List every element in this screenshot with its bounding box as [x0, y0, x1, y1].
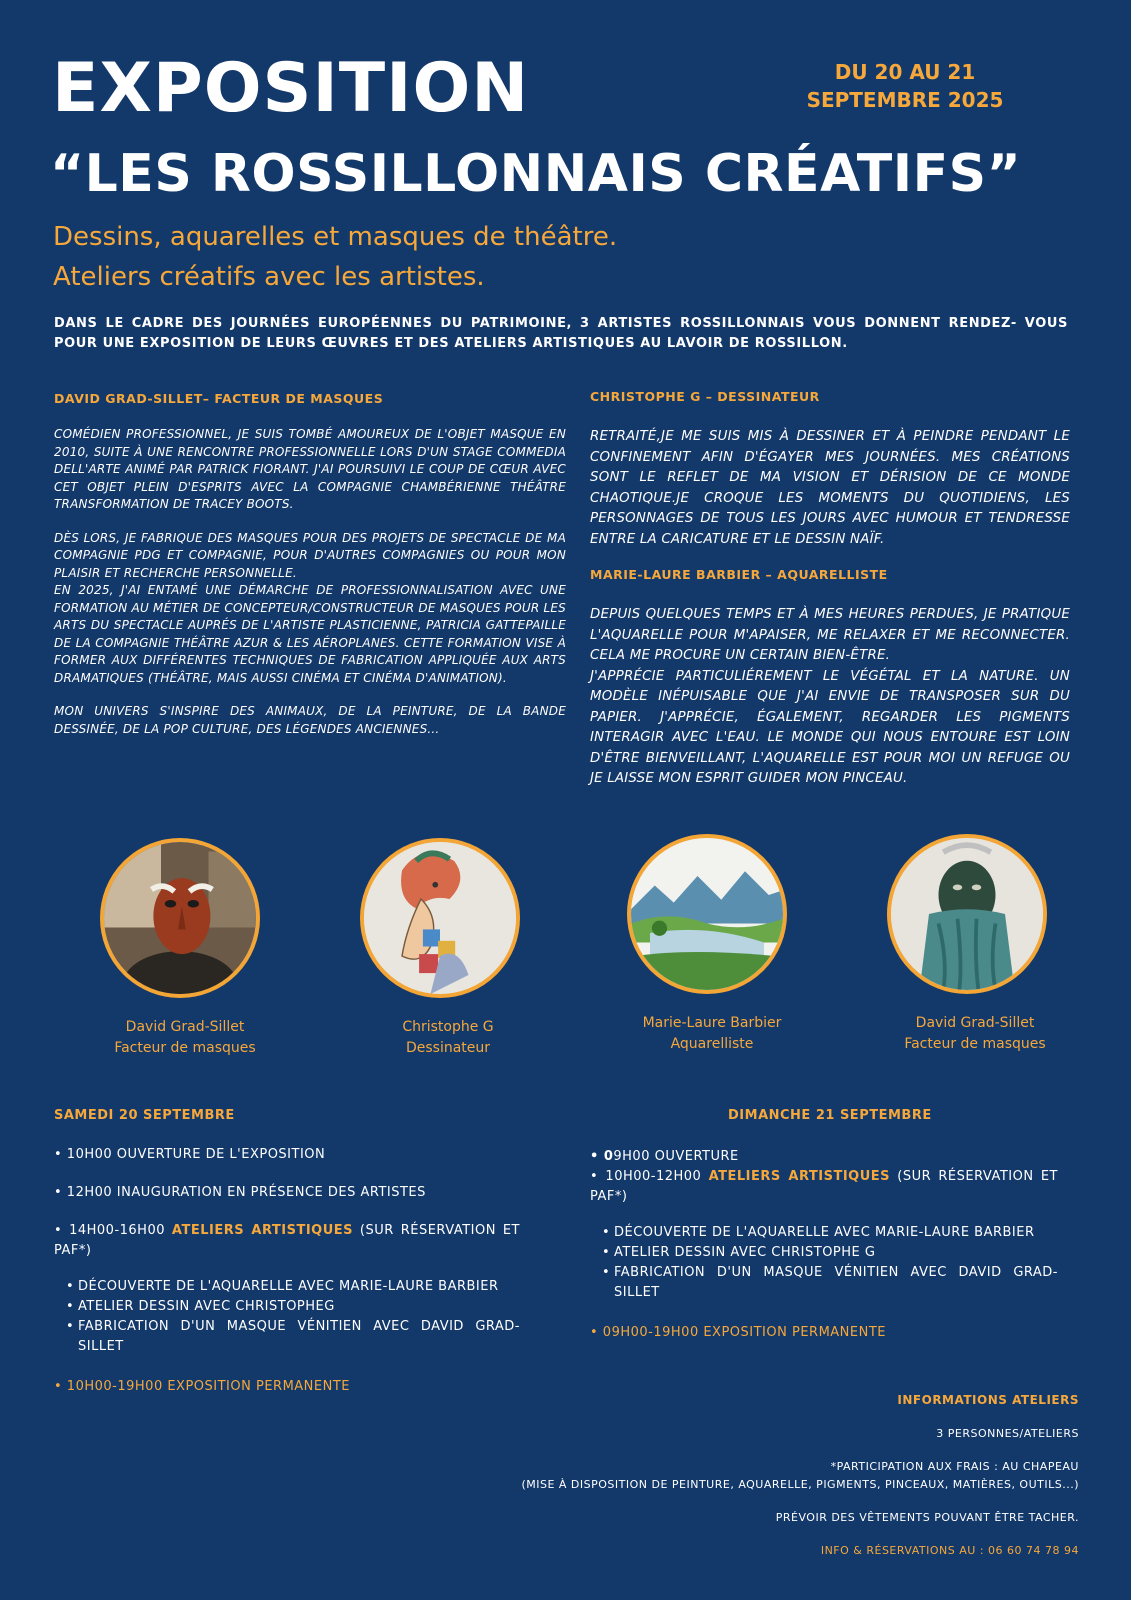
david-bio-p3: MON UNIVERS S'INSPIRE DES ANIMAUX, DE LA PEINTURE, DE LA BANDE DESSINÉE, DE LA POP CULTURE, DES LÉGENDES ANCIENNES... [54, 704, 566, 736]
saturday-heading: SAMEDI 20 SEPTEMBRE [54, 1108, 235, 1123]
portrait-christophe-drawing [360, 838, 520, 998]
sunday-item-opening [590, 1147, 1058, 1167]
saturday-workshops-note: (SUR RÉSERVATION ET PAF*) [54, 1223, 521, 1258]
david-bio-p1: COMÉDIEN PROFESSIONNEL, JE SUIS TOMBÉ AMOUREUX DE L'OBJET MASQUE EN 2010, SUITE À UNE RENCONTRE PROFESSIONNELLE LORS D'UN STAGE COMMEDIA DELL'ARTE ANIMÉ PAR PATRICK FIORANT. J'AI POURSUIVI LE COUP DE CŒUR AVEC CET OBJET PLEIN D'ESPRITS AVEC LA COMPAGNIE CHAMBÉRIENNE THÉÂTRE TRANSFORMATION DE TRACEY BOOTS. [54, 427, 566, 511]
caption-3-role: Aquarelliste [670, 1036, 754, 1052]
portrait-david-green-mask [887, 834, 1047, 994]
portrait-david-mask [100, 838, 260, 998]
saturday-workshop-2: • ATELIER DESSIN AVEC CHRISTOPHEG [54, 1297, 520, 1317]
christophe-bio [590, 427, 1070, 566]
caption-3-name: Marie-Laure Barbier [642, 1015, 782, 1031]
caption-4 [875, 1013, 1075, 1055]
portrait-marie-watercolor [627, 834, 787, 994]
saturday-permanent: • 10H00-19H00 EXPOSITION PERMANENTE [54, 1379, 350, 1394]
watercolor-landscape-image [631, 838, 783, 990]
saturday-workshop-1: • DÉCOUVERTE DE L'AQUARELLE AVEC MARIE-LAURE BARBIER [54, 1277, 520, 1297]
sunday-workshops-label: ATELIERS ARTISTIQUES [708, 1169, 891, 1184]
sunday-opening-bullet: • 0 [590, 1149, 614, 1164]
saturday-workshop-3: • FABRICATION D'UN MASQUE VÉNITIEN AVEC DAVID GRAD-SILLET [54, 1317, 520, 1357]
david-bio-p2b: EN 2025, J'AI ENTAMÉ UNE DÉMARCHE DE PROFESSIONNALISATION AVEC UNE FORMATION AU MÉTIER DE CONCEPTEUR/CONSTRUCTEUR DE MASQUES POUR LES ARTS DU SPECTACLE AUPRÉS DE L'ARTISTE PLASTICIENNE, PATRICIA GATTEPAILLE DE LA COMPAGNIE THÉÂTRE AZUR & LES AÉROPLANES. CETTE FORMATION VISE À FORMER AUX DIFFÉRENTES TECHNIQUES DE FABRICATION APPLIQUÉE AUX ARTS DRAMATIQUES (THÉÂTRE, MAIS AUSSI CINÉMA ET CINÉMA D'ANIMATION). [54, 583, 566, 685]
sunday-heading: DIMANCHE 21 SEPTEMBRE [728, 1108, 932, 1123]
saturday-item-workshops [54, 1221, 520, 1261]
mask-portrait-image [104, 842, 256, 994]
david-bio [54, 426, 566, 754]
sunday-workshop-3: • FABRICATION D'UN MASQUE VÉNITIEN AVEC DAVID GRAD-SILLET [590, 1263, 1058, 1303]
caption-2-role: Dessinateur [405, 1040, 491, 1056]
caption-2 [348, 1017, 548, 1059]
caption-3 [612, 1013, 812, 1055]
sunday-workshop-list [590, 1223, 1058, 1303]
info-contact: INFO & RÉSERVATIONS AU : 06 60 74 78 94 [820, 1544, 1079, 1557]
christophe-bio-p1: RETRAITÉ,JE ME SUIS MIS À DESSINER ET À PEINDRE PENDANT LE CONFINEMENT AFIN D'ÉGAYER MES JOURNÉES. MES CRÉATIONS SONT LE REFLET DE MA VISION ET DÉRISION DE CE MONDE CHAOTIQUE.JE CROQUE LES MOMENTS DU QUOTIDIENS, LES PERSONNAGES DE TOUS LES JOURS AVEC HUMOUR ET TENDRESSE ENTRE LA CARICATURE ET LE DESSIN NAÏF. [590, 429, 1070, 547]
caption-1-name: David Grad-Sillet [125, 1019, 245, 1035]
title-exposition: EXPOSITION [52, 49, 530, 128]
marie-bio-p1: DEPUIS QUELQUES TEMPS ET À MES HEURES PERDUES, JE PRATIQUE L'AQUARELLE POUR M'APAISER, ME RELAXER ET ME RECONNECTER. CELA ME PROCURE UN CERTAIN BIEN-ÊTRE. [590, 607, 1070, 663]
saturday-workshops-label: ATELIERS ARTISTIQUES [171, 1223, 354, 1238]
sunday-schedule [590, 1147, 1058, 1343]
saturday-schedule [54, 1145, 520, 1397]
drawing-image [364, 842, 516, 994]
sunday-workshops-note: (SUR RÉSERVATION ET PAF*) [590, 1169, 1059, 1204]
info-clothing: PRÉVOIR DES VÊTEMENTS POUVANT ÊTRE TACHER. [775, 1511, 1079, 1524]
sunday-workshops-time: • 10H00-12H00 [590, 1169, 709, 1184]
caption-4-name: David Grad-Sillet [915, 1015, 1035, 1031]
caption-1 [85, 1017, 285, 1059]
saturday-item-inauguration: • 12H00 INAUGURATION EN PRÉSENCE DES ARTISTES [54, 1185, 426, 1200]
sunday-item-workshops [590, 1167, 1058, 1207]
saturday-workshops-time: • 14H00-16H00 [54, 1223, 172, 1238]
sunday-permanent: • 09H00-19H00 EXPOSITION PERMANENTE [590, 1325, 886, 1340]
saturday-workshop-list [54, 1277, 520, 1357]
info-heading: INFORMATIONS ATELIERS [897, 1393, 1079, 1407]
christophe-heading: CHRISTOPHE G – DESSINATEUR [590, 389, 820, 404]
marie-bio-p2: J'APPRÉCIE PARTICULIÉREMENT LE VÉGÉTAL ET LA NATURE. UN MODÈLE INÉPUISABLE QUE J'AI ENVIE DE TRANSPOSER SUR DU PAPIER. J'APPRÉCIE, ÉGALEMENT, REGARDER LES PIGMENTS INTERAGIR AVEC L'EAU. LE MONDE QUI NOUS ENTOURE EST LOIN D'ÊTRE BIENVEILLANT, L'AQUARELLE EST POUR MOI UN REFUGE OU JE LAISSE MON ESPRIT GUIDER MON PINCEAU. [590, 668, 1070, 786]
saturday-item-opening: • 10H00 OUVERTURE DE L'EXPOSITION [54, 1147, 326, 1162]
info-participation: *PARTICIPATION AUX FRAIS : AU CHAPEAU [830, 1460, 1079, 1473]
marie-heading: MARIE-LAURE BARBIER – AQUARELLISTE [590, 567, 888, 582]
subtitle-line-1: Dessins, aquarelles et masques de théâtre. [53, 222, 618, 252]
sunday-workshop-1: • DÉCOUVERTE DE L'AQUARELLE AVEC MARIE-LAURE BARBIER [590, 1223, 1058, 1243]
sunday-workshop-2: • ATELIER DESSIN AVEC CHRISTOPHE G [590, 1243, 1058, 1263]
date-line-1: DU 20 AU 21 [834, 60, 976, 84]
marie-bio [590, 605, 1070, 806]
caption-4-role: Facteur de masques [904, 1036, 1046, 1052]
date-line-2: SEPTEMBRE 2025 [806, 88, 1004, 112]
david-bio-p2a: DÈS LORS, JE FABRIQUE DES MASQUES POUR DES PROJETS DE SPECTACLE DE MA COMPAGNIE PDG ET COMPAGNIE, POUR D'AUTRES COMPAGNIES OU POUR MON PLAISIR ET RECHERCHE PERSONNELLE. [54, 530, 566, 580]
title-event-name: “LES ROSSILLONNAIS CRÉATIFS” [50, 144, 1022, 204]
caption-2-name: Christophe G [402, 1019, 494, 1035]
info-capacity: 3 PERSONNES/ATELIERS [936, 1427, 1079, 1440]
sunday-opening-text: 9H00 OUVERTURE [613, 1149, 739, 1164]
info-materials: (MISE À DISPOSITION DE PEINTURE, AQUARELLE, PIGMENTS, PINCEAUX, MATIÈRES, OUTILS...) [521, 1478, 1079, 1491]
subtitle-line-2: Ateliers créatifs avec les artistes. [53, 262, 485, 292]
event-dates [800, 58, 1010, 114]
caption-1-role: Facteur de masques [114, 1040, 256, 1056]
green-mask-image [891, 838, 1043, 990]
intro-text: DANS LE CADRE DES JOURNÉES EUROPÉENNES DU PATRIMOINE, 3 ARTISTES ROSSILLONNAIS VOUS DONNENT RENDEZ- VOUS POUR UNE EXPOSITION DE LEURS ŒUVRES ET DES ATELIERS ARTISTIQUES AU LAVOIR DE ROSSILLON. [54, 316, 1068, 351]
david-heading: DAVID GRAD-SILLET– FACTEUR DE MASQUES [54, 391, 384, 406]
